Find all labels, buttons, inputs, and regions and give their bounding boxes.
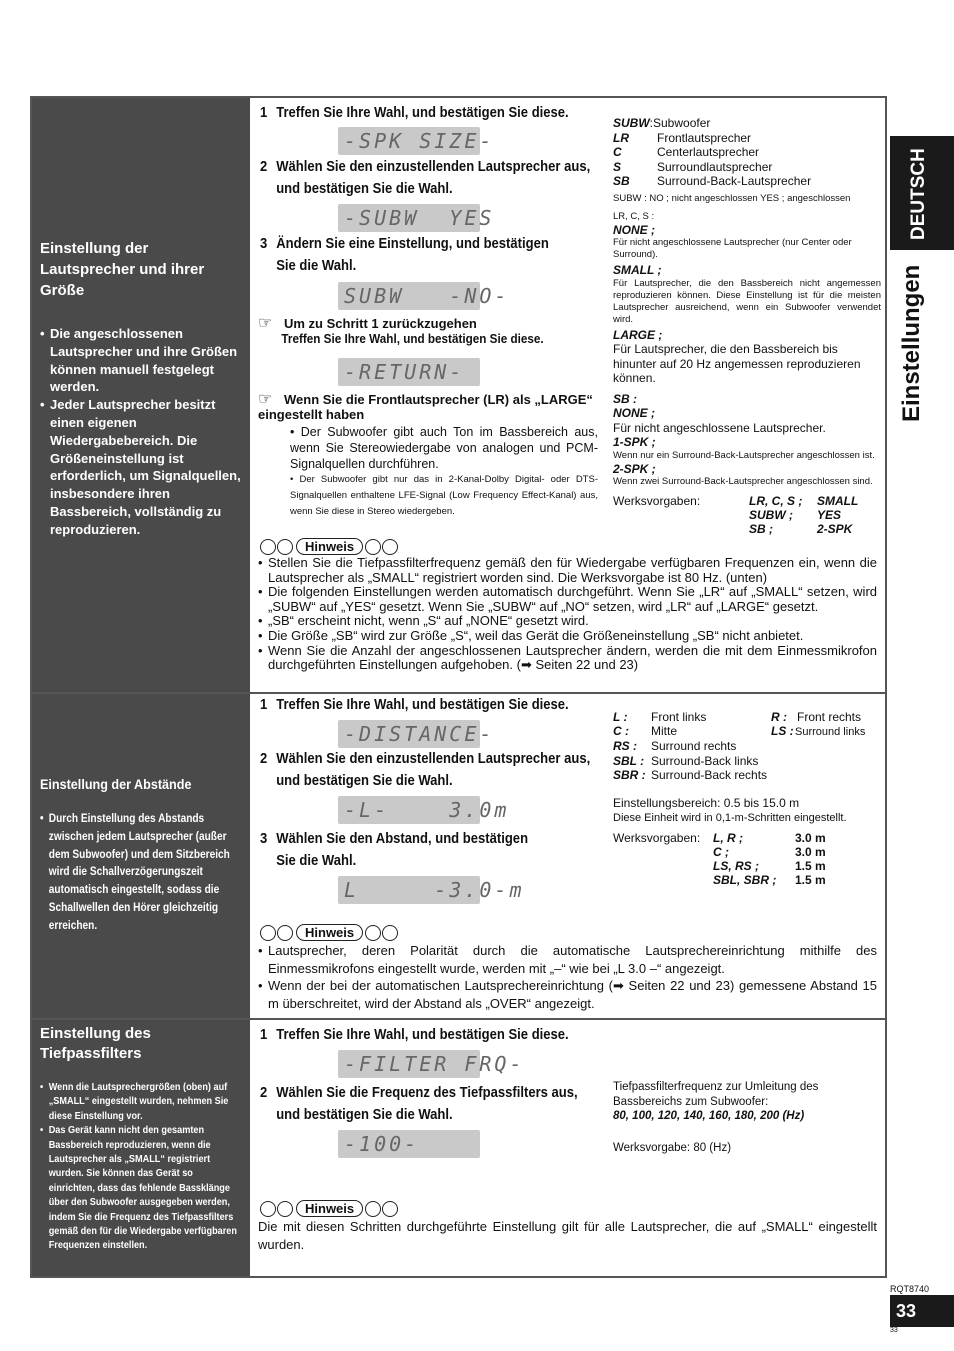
circle-icon bbox=[382, 539, 398, 555]
reference-lowpass bbox=[613, 1080, 863, 1155]
step-text: Wählen Sie die Frequenz des Tiefpassfilters aus, und bestätigen Sie die Wahl. bbox=[276, 1085, 578, 1123]
step-text: Ändern Sie eine Einstellung, und bestätigen Sie die Wahl. bbox=[276, 236, 549, 274]
section-distance bbox=[32, 694, 885, 1020]
hint-item: • Die Größe „SB“ wird zur Größe „S“, weil das Gerät die Größeneinstellung „SB“ nicht anbietet. bbox=[258, 629, 877, 644]
sidebar-bullet: • Jeder Lautsprecher besitzt einen eigenen Wiedergabebereich. Die Größeneinstellung ist erforderlich, um Signalquellen, insbesondere ihren Bassbereich, vollständig zu reproduzieren. bbox=[40, 396, 242, 538]
language-tab bbox=[890, 136, 954, 250]
hinweis-header bbox=[260, 538, 399, 556]
ref-value: Front links bbox=[651, 710, 707, 724]
lcd-display: -L- 3.0m bbox=[338, 796, 480, 824]
step-number: 1 bbox=[260, 697, 268, 713]
ref-key: SB bbox=[613, 174, 630, 188]
circle-icon bbox=[277, 1201, 293, 1217]
step-number: 3 bbox=[260, 236, 268, 252]
hinweis-header bbox=[260, 924, 399, 942]
ref-value: Frontlautsprecher bbox=[657, 130, 752, 145]
hinweis-header bbox=[260, 1200, 399, 1218]
step-text: Wählen Sie den Abstand, und bestätigen Sie die Wahl. bbox=[276, 831, 529, 869]
ref-text: Tiefpassfilterfrequenz zur Umleitung des Bassbereichs zum Subwoofer: bbox=[613, 1081, 819, 1108]
hint-text: Die mit diesen Schritten durchgeführte Einstellung gilt für alle Lautsprecher, die auf „SMALL“ eingestellt wurden. bbox=[258, 1219, 877, 1252]
ref-value: Mitte bbox=[651, 724, 678, 738]
circle-icon bbox=[382, 925, 398, 941]
reference-distance bbox=[613, 710, 883, 889]
ref-value: Für Lautsprecher, die den Bassbereich nicht angemessen reproduzieren können. Diese Einstellung ist für die meisten Lautsprecher ausreichend, wenn ein Subwoofer verwendet wird. bbox=[613, 277, 881, 325]
hint-item: • Lautsprecher, deren Polarität durch die automatische Lautsprechereinrichtung mithilfe des Einmessmikrofons eingestellt wurde, werden mit „–“ wie bei „L 3.0 –“ angezeigt. bbox=[258, 942, 877, 977]
sidebar-lowpass bbox=[32, 1020, 250, 1276]
step-1 bbox=[260, 694, 627, 716]
sidebar-title: Einstellung des Tiefpassfilters bbox=[40, 1025, 151, 1062]
ref-key: SBL : bbox=[613, 754, 645, 768]
ref-key: LARGE ; bbox=[613, 327, 663, 342]
ref-value: Surround-Back links bbox=[651, 754, 759, 768]
step-1 bbox=[260, 102, 627, 124]
step-3 bbox=[260, 233, 564, 277]
tip-large bbox=[258, 392, 598, 422]
step-number: 2 bbox=[260, 1085, 268, 1101]
ref-defaults bbox=[613, 831, 883, 889]
ref-key: SUBW bbox=[613, 116, 650, 130]
ref-defaults-label: Werksvorgaben: bbox=[613, 494, 701, 508]
ref-default-key: SBL, SBR ; bbox=[713, 873, 777, 887]
ref-value: Surround links bbox=[795, 726, 866, 738]
hint-item: • Die folgenden Einstellungen werden automatisch durchgeführt. Wenn Sie „LR“ auf „SMALL“ setzen, wird „SUBW“ auf „YES“ gesetzt. Wenn Sie „SUBW“ auf „NO“ setzen, wird „LR“ auf „LARGE“ gesetzt. bbox=[258, 585, 877, 614]
tip-head: Um zu Schritt 1 zurückzugehen bbox=[284, 316, 477, 331]
tiny-number: 33 bbox=[890, 1327, 898, 1334]
ref-key: RS : bbox=[613, 739, 637, 753]
step-number: 2 bbox=[260, 751, 268, 767]
step-text: Treffen Sie Ihre Wahl, und bestätigen Sie diese. bbox=[276, 1027, 569, 1043]
ref-default: Werksvorgabe: 80 (Hz) bbox=[613, 1141, 732, 1154]
ref-value: Für nicht angeschlossene Lautsprecher (nur Center oder Surround). bbox=[613, 237, 852, 260]
circle-icon bbox=[365, 539, 381, 555]
tip-return bbox=[258, 316, 598, 346]
ref-key: 1-SPK ; bbox=[613, 435, 656, 449]
ref-value: Surround rechts bbox=[651, 739, 737, 753]
tip-body: Treffen Sie Ihre Wahl, und bestätigen Sie diese. bbox=[281, 331, 544, 346]
tip-bullet-text: Der Subwoofer gibt nur das in 2-Kanal-Dolby Digital- oder DTS-Signalquellen enthaltene LFE-Signal (Low Frequency Effect-Kanal) aus, wenn Sie diese in Stereo wiedergeben. bbox=[290, 474, 598, 517]
section-lowpass bbox=[32, 1020, 885, 1276]
hint-list bbox=[258, 556, 877, 673]
ref-key: NONE ; bbox=[613, 222, 655, 237]
ref-default-value: YES bbox=[817, 508, 842, 522]
ref-value: :Subwoofer bbox=[649, 116, 711, 130]
ref-default-value: 3.0 m bbox=[795, 845, 826, 859]
step-text: Treffen Sie Ihre Wahl, und bestätigen Sie diese. bbox=[276, 697, 569, 713]
section-title: Einstellungen bbox=[898, 264, 925, 422]
main-speaker-size bbox=[250, 98, 885, 692]
lcd-display: -RETURN- bbox=[338, 358, 480, 386]
ref-key: C : bbox=[613, 724, 629, 738]
circle-icon bbox=[260, 539, 276, 555]
circle-icon bbox=[365, 1201, 381, 1217]
ref-key: SB : bbox=[613, 391, 637, 406]
sidebar-bullet: • Durch Einstellung des Abstands zwischen jedem Lautsprecher (außer dem Subwoofer) und dem Sitzbereich wird die Schallverzögerungszeit automatisch eingestellt, sodass die Schallwellen den Hörer gleichzeitig erreichen. bbox=[40, 811, 242, 936]
lcd-display: SUBW -NO- bbox=[338, 282, 480, 310]
ref-defaults-label: Werksvorgaben: bbox=[613, 831, 701, 845]
ref-key: LR, C, S : bbox=[613, 210, 655, 222]
ref-value: Wenn nur ein Surround-Back-Lautsprecher angeschlossen ist. bbox=[613, 449, 875, 461]
reference-speaker-size bbox=[613, 116, 881, 540]
ref-default-key: SB ; bbox=[749, 522, 773, 536]
tip-bullet-text: Der Subwoofer gibt auch Ton im Bassbereich aus, wenn Sie Stereowiedergabe von analogen und PCM-Signalquellen durchführen. bbox=[290, 425, 598, 471]
sidebar-title: Einstellung der Lautsprecher und ihrer Größe bbox=[40, 240, 205, 299]
ref-key: C bbox=[613, 145, 622, 159]
step-3 bbox=[260, 828, 546, 872]
hint-item: • Stellen Sie die Tiefpassfilterfrequenz gemäß den für Wiedergabe verfügbaren Frequenzen ein, wenn die Lautsprecher als „SMALL“ registriert worden sind. Die Werksvorgabe ist 80 Hz. (unten) bbox=[258, 556, 877, 585]
step-text: Treffen Sie Ihre Wahl, und bestätigen Sie diese. bbox=[276, 105, 569, 121]
lcd-display: -SPK SIZE- bbox=[338, 127, 480, 155]
ref-default-value: 1.5 m bbox=[795, 873, 826, 887]
ref-default-key: C ; bbox=[713, 845, 729, 859]
ref-value: Für nicht angeschlossene Lautsprecher. bbox=[613, 420, 826, 435]
ref-value: Front rechts bbox=[797, 710, 862, 724]
ref-default-key: LS, RS ; bbox=[713, 859, 760, 873]
tip-bullet: • Der Subwoofer gibt nur das in 2-Kanal-Dolby Digital- oder DTS-Signalquellen enthaltene LFE-Signal (Low Frequency Effect-Kanal) aus, wenn Sie diese in Stereo wiedergeben. bbox=[290, 474, 598, 517]
hinweis-label: Hinweis bbox=[296, 1200, 363, 1217]
ref-key: LR bbox=[613, 130, 629, 145]
hinweis-label: Hinweis bbox=[296, 538, 363, 555]
ref-subw-line: SUBW : NO ; nicht angeschlossen YES ; angeschlossen bbox=[613, 192, 851, 204]
sidebar-distance bbox=[32, 694, 250, 1018]
lcd-display: L -3.0-m bbox=[338, 876, 480, 904]
step-text: Wählen Sie den einzustellenden Lautsprecher aus, und bestätigen Sie die Wahl. bbox=[276, 159, 591, 197]
hinweis-label: Hinweis bbox=[296, 924, 363, 941]
ref-key: L : bbox=[613, 710, 628, 724]
sidebar-bullet: • Wenn die Lautsprechergrößen (oben) auf „SMALL“ eingestellt wurden, nehmen Sie diese Einstellung vor. bbox=[40, 1080, 238, 1123]
circle-icon bbox=[260, 1201, 276, 1217]
step-1 bbox=[260, 1024, 627, 1046]
ref-range: Einstellungsbereich: 0.5 bis 15.0 m bbox=[613, 796, 800, 810]
step-2 bbox=[260, 156, 591, 200]
step-number: 3 bbox=[260, 831, 268, 847]
ref-value: Centerlautsprecher bbox=[657, 145, 760, 159]
circle-icon bbox=[277, 539, 293, 555]
ref-default-value: 1.5 m bbox=[795, 859, 826, 873]
ref-default-key: L, R ; bbox=[713, 831, 743, 845]
ref-defaults bbox=[613, 494, 881, 540]
ref-key: NONE ; bbox=[613, 406, 655, 420]
pointing-hand-icon: ☞ bbox=[258, 391, 273, 408]
hint-list bbox=[258, 942, 877, 1012]
tip-head: Wenn Sie die Frontlautsprecher (LR) als „LARGE“ eingestellt haben bbox=[258, 392, 593, 422]
main-lowpass bbox=[250, 1020, 885, 1276]
ref-key: SBR : bbox=[613, 768, 646, 782]
ref-default-value: 3.0 m bbox=[795, 831, 826, 845]
page-number: 33 bbox=[896, 1301, 917, 1321]
lcd-display: -FILTER FRQ- bbox=[338, 1050, 480, 1078]
main-distance bbox=[250, 694, 885, 1018]
sidebar-speaker-size bbox=[32, 98, 250, 692]
ref-key: R : bbox=[771, 710, 787, 724]
ref-value: Surround-Back rechts bbox=[651, 768, 768, 782]
circle-icon bbox=[277, 925, 293, 941]
step-number: 1 bbox=[260, 105, 268, 121]
ref-key: SMALL ; bbox=[613, 263, 662, 277]
step-2 bbox=[260, 748, 591, 792]
ref-values: 80, 100, 120, 140, 160, 180, 200 (Hz) bbox=[613, 1110, 805, 1122]
step-2 bbox=[260, 1082, 591, 1126]
ref-default-key: SUBW ; bbox=[749, 508, 793, 522]
hint-item: • Wenn der bei der automatischen Lautsprechereinrichtung (➡ Seiten 22 und 23) gemessene Abstand 15 m überschreitet, wird der Abstand als „OVER“ angezeigt. bbox=[258, 977, 877, 1012]
sidebar-title: Einstellung der Abstände bbox=[40, 776, 192, 792]
ref-value: Für Lautsprecher, die den Bassbereich bis hinunter auf 20 Hz angemessen reproduzieren können. bbox=[613, 342, 861, 385]
lcd-display: -DISTANCE- bbox=[338, 720, 480, 748]
ref-key: S bbox=[613, 159, 622, 174]
hint-item: • Wenn Sie die Anzahl der angeschlossenen Lautsprecher ändern, werden die mit dem Einmessmikrofon durchgeführten Einstellungen aufgehoben. (➡ Seiten 22 und 23) bbox=[258, 644, 877, 673]
lcd-display: -100- bbox=[338, 1130, 480, 1158]
ref-default-value: SMALL bbox=[817, 494, 859, 508]
circle-icon bbox=[260, 925, 276, 941]
ref-value: Surround-Back-Lautsprecher bbox=[657, 174, 812, 188]
section-speaker-size bbox=[32, 98, 885, 694]
circle-icon bbox=[382, 1201, 398, 1217]
ref-default-key: LR, C, S ; bbox=[749, 494, 803, 508]
step-number: 1 bbox=[260, 1027, 268, 1043]
step-number: 2 bbox=[260, 159, 268, 175]
step-text: Wählen Sie den einzustellenden Lautsprecher aus, und bestätigen Sie die Wahl. bbox=[276, 751, 591, 789]
circle-icon bbox=[365, 925, 381, 941]
sidebar-bullet: • Die angeschlossenen Lautsprecher und ihre Größen können manuell festgelegt werden. bbox=[40, 325, 242, 396]
page-number-box bbox=[890, 1295, 954, 1327]
ref-value: Wenn zwei Surround-Back-Lautsprecher angeschlossen sind. bbox=[613, 476, 873, 487]
pointing-hand-icon: ☞ bbox=[258, 315, 273, 332]
content-frame bbox=[30, 96, 887, 1278]
lcd-display: -SUBW YES bbox=[338, 204, 480, 232]
sidebar-bullet: • Das Gerät kann nicht den gesamten Bassbereich reproduzieren, wenn die Lautsprecher als „SMALL“ registriert wurden. Sie können das Gerät so einrichten, dass das fehlende Bassklänge über den Subwoofer ausgegeben werden, indem Sie die Frequenz des Tiefpassfilters gemäß den für die Wiedergabe verfügbaren Frequenzen einstellen. bbox=[40, 1123, 238, 1253]
tip-bullet: • Der Subwoofer gibt auch Ton im Bassbereich aus, wenn Sie Stereowiedergabe von analogen und PCM-Signalquellen durchführen. bbox=[290, 425, 598, 471]
ref-default-value: 2-SPK bbox=[817, 522, 853, 536]
doc-code: RQT8740 bbox=[890, 1284, 930, 1294]
hint-item: • „SB“ erscheint nicht, wenn „S“ auf „NONE“ gesetzt wird. bbox=[258, 614, 877, 629]
ref-key: 2-SPK ; bbox=[613, 461, 656, 476]
ref-unit: Diese Einheit wird in 0,1-m-Schritten eingestellt. bbox=[613, 811, 847, 824]
language-tab-label: DEUTSCH bbox=[908, 148, 929, 240]
ref-value: Surroundlautsprecher bbox=[657, 159, 773, 174]
ref-key: LS : bbox=[771, 724, 794, 738]
